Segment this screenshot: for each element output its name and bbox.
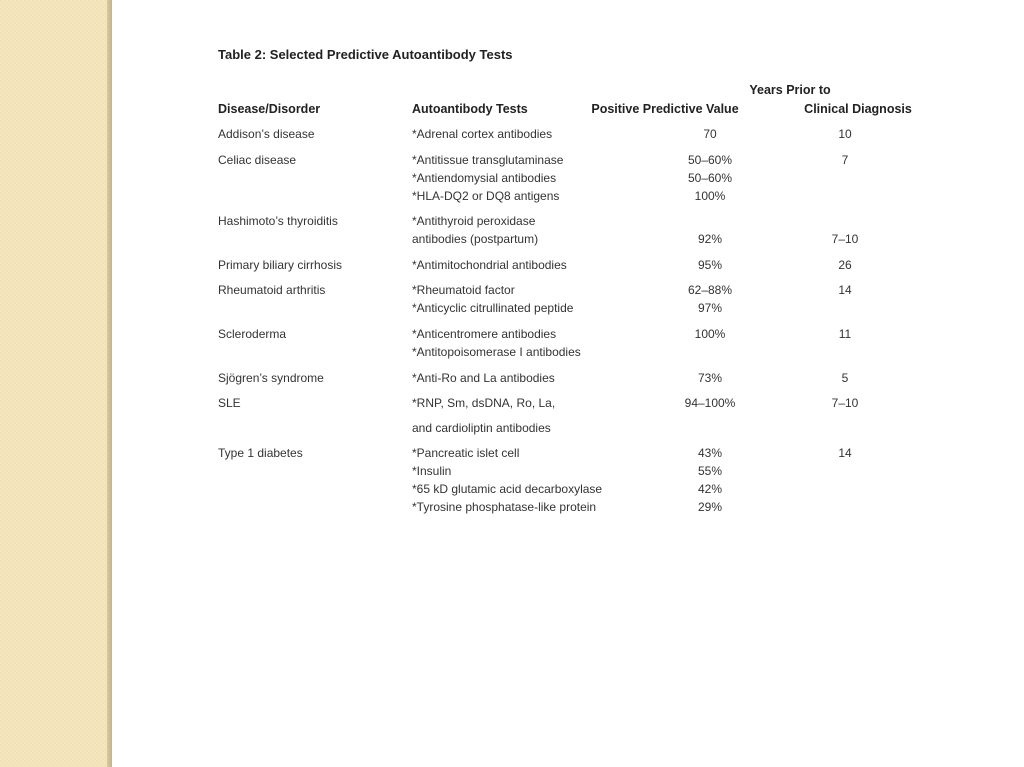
disease-cell: Rheumatoid arthritis [218,283,326,297]
test-cell: *65 kD glutamic acid decarboxylase [412,482,603,496]
years-cell: 7 [841,153,849,167]
ppv-cell: 70 [703,127,717,141]
header-ppv: Positive Predictive Value [591,102,739,116]
ppv-cell: 42% [697,482,723,496]
ppv-cell: 94–100% [684,396,736,410]
ppv-cell: 55% [697,464,723,478]
table-title: Table 2: Selected Predictive Autoantibody Tests [218,47,513,62]
disease-cell: Type 1 diabetes [218,446,303,460]
disease-cell: Scleroderma [218,327,287,341]
test-cell: *Anticyclic citrullinated peptide [412,301,574,315]
test-cell: *Antiendomysial antibodies [412,171,557,185]
ppv-cell: 43% [697,446,723,460]
ppv-cell: 100% [694,327,726,341]
ppv-cell: 95% [697,258,723,272]
header-years-line2: Clinical Diagnosis [804,102,912,116]
test-cell: and cardioliptin antibodies [412,421,551,435]
test-cell: *HLA-DQ2 or DQ8 antigens [412,189,560,203]
test-cell: *Antitopoisomerase I antibodies [412,345,581,359]
ppv-cell: 50–60% [687,171,733,185]
test-cell: *Rheumatoid factor [412,283,515,297]
years-cell: 26 [838,258,852,272]
ppv-cell: 62–88% [687,283,733,297]
header-years-line1: Years Prior to [749,83,831,97]
ppv-cell: 97% [697,301,723,315]
years-cell: 5 [841,371,849,385]
sidebar-border [107,0,112,767]
ppv-cell: 100% [694,189,726,203]
ppv-cell: 29% [697,500,723,514]
header-disease: Disease/Disorder [218,102,321,116]
years-cell: 14 [838,446,852,460]
test-cell: *Pancreatic islet cell [412,446,520,460]
disease-cell: SLE [218,396,241,410]
test-cell: *Antimitochondrial antibodies [412,258,567,272]
ppv-cell: 73% [697,371,723,385]
disease-cell: Celiac disease [218,153,297,167]
years-cell: 7–10 [831,396,859,410]
test-cell: *RNP, Sm, dsDNA, Ro, La, [412,396,556,410]
test-cell: *Antitissue transglutaminase [412,153,564,167]
disease-cell: Primary biliary cirrhosis [218,258,343,272]
test-cell: *Adrenal cortex antibodies [412,127,553,141]
years-cell: 7–10 [831,232,859,246]
years-cell: 11 [838,327,852,341]
ppv-cell: 92% [697,232,723,246]
decorative-sidebar [0,0,107,767]
ppv-cell: 50–60% [687,153,733,167]
disease-cell: Sjögren’s syndrome [218,371,324,385]
years-cell: 14 [838,283,852,297]
test-cell: *Anticentromere antibodies [412,327,557,341]
test-cell: *Antithyroid peroxidase [412,214,536,228]
years-cell: 10 [838,127,852,141]
test-cell: *Anti-Ro and La antibodies [412,371,555,385]
test-cell: *Insulin [412,464,452,478]
header-tests: Autoantibody Tests [412,102,528,116]
disease-cell: Addison’s disease [218,127,315,141]
disease-cell: Hashimoto’s thyroiditis [218,214,338,228]
test-cell: *Tyrosine phosphatase-like protein [412,500,597,514]
test-cell: antibodies (postpartum) [412,232,539,246]
